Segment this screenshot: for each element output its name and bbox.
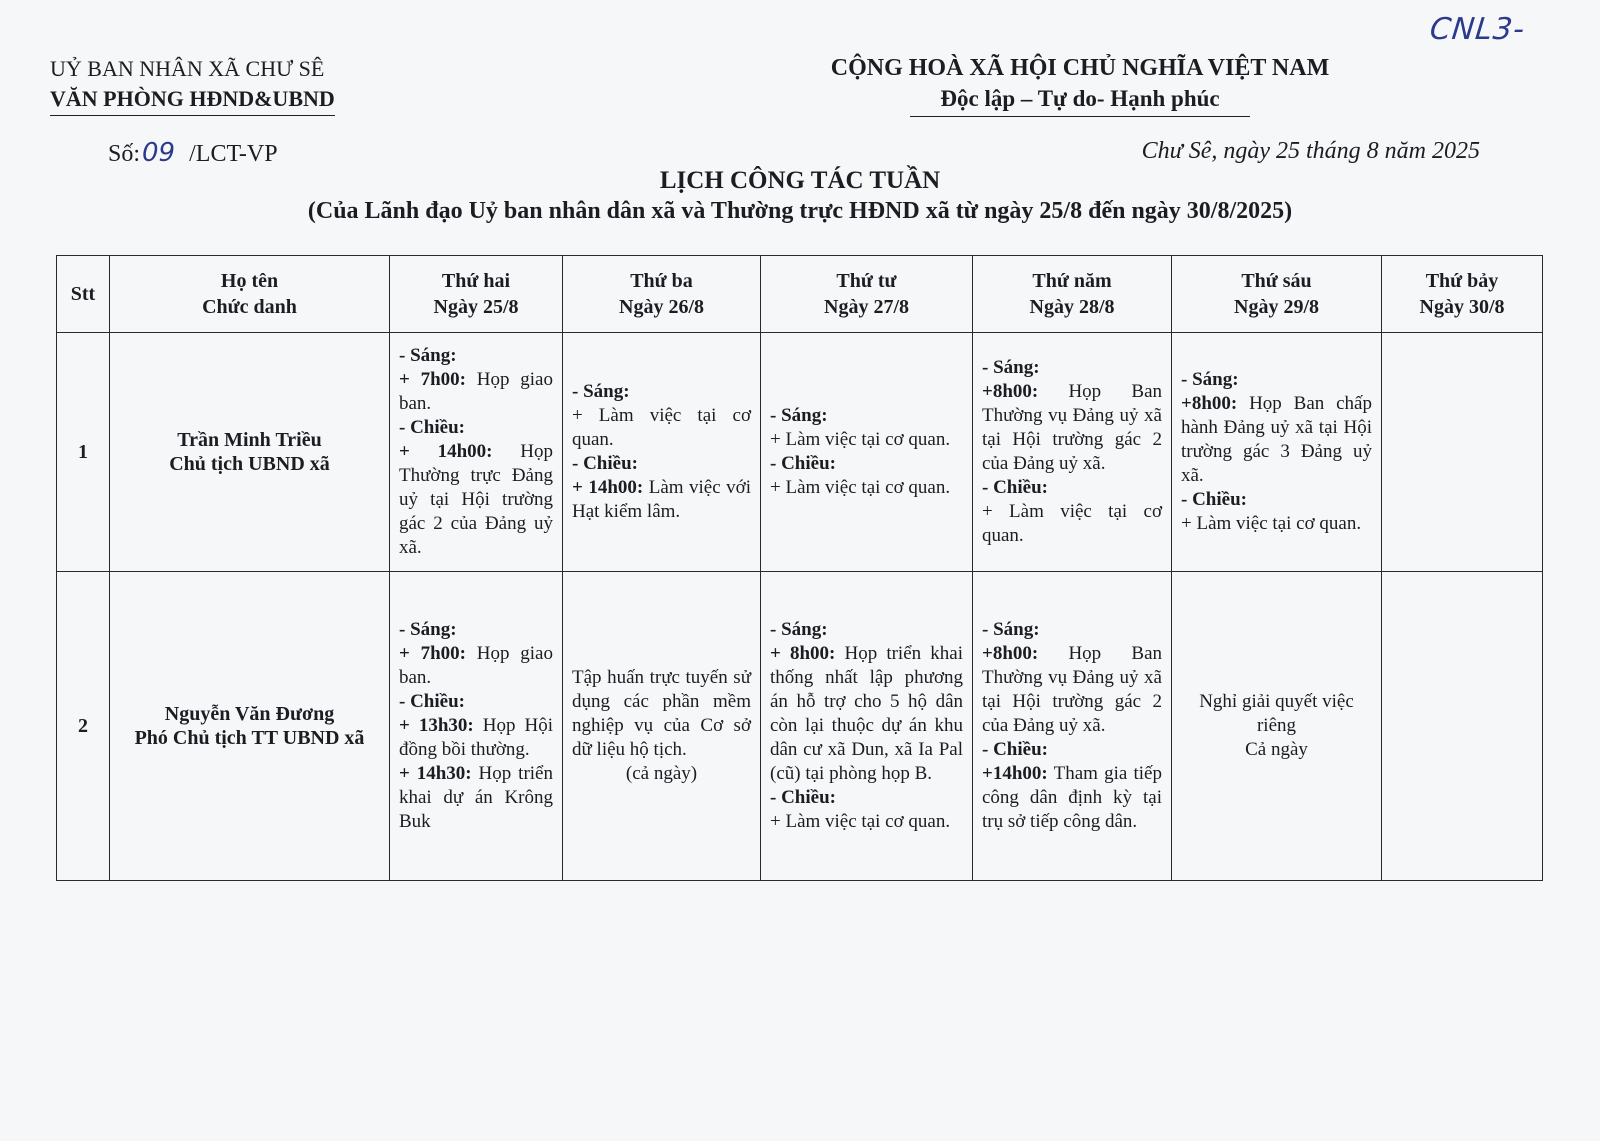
cell-monday: - Sáng: + 7h00: Họp giao ban. - Chiều: + 14h00: Họp Thường trực Đảng uỷ tại Hội trường gác 2 của Đảng uỷ xã. [390,333,563,572]
header-thursday: Thứ năm Ngày 28/8 [973,256,1172,333]
cell-saturday [1382,333,1543,572]
cell-tuesday: - Sáng: + Làm việc tại cơ quan. - Chiều: + 14h00: Làm việc với Hạt kiểm lâm. [563,333,761,572]
cell-monday: - Sáng: + 7h00: Họp giao ban. - Chiều: + 13h30: Họp Hội đồng bồi thường. + 14h30: Họp triển khai dự án Krông Buk [390,572,563,881]
document-title: LỊCH CÔNG TÁC TUẦN [659,167,941,194]
header-stt: Stt [57,256,110,333]
header-wednesday: Thứ tư Ngày 27/8 [761,256,973,333]
table-row [57,333,1543,572]
cell-tuesday: Tập huấn trực tuyến sử dụng các phần mềm nghiệp vụ của Cơ sở dữ liệu hộ tịch. (cả ngày) [563,572,761,881]
person-name: Trần Minh Triều [177,429,322,451]
header-monday: Thứ hai Ngày 25/8 [390,256,563,333]
row-stt: 1 [57,333,110,572]
table-header-row [57,256,1543,333]
national-motto [800,52,1360,117]
header-name: Họ tên Chức danh [110,256,390,333]
document-number [108,138,278,168]
header-tuesday: Thứ ba Ngày 26/8 [563,256,761,333]
cell-wednesday: - Sáng: + 8h00: Họp triển khai thống nhất lập phương án hỗ trợ cho 5 hộ dân còn lại thuộc dự án khu dân cư xã Dun, xã Ia Pal (cũ) tại phòng họp B. - Chiều: + Làm việc tại cơ quan. [761,572,973,881]
org-line-1: UỶ BAN NHÂN XÃ CHƯ SÊ [50,56,325,81]
nation-line-1: CỘNG HOÀ XÃ HỘI CHỦ NGHĨA VIỆT NAM [830,55,1330,81]
cell-thursday: - Sáng: +8h00: Họp Ban Thường vụ Đảng uỷ xã tại Hội trường gác 2 của Đảng uỷ xã. - Chiều: + Làm việc tại cơ quan. [973,333,1172,572]
cell-thursday: - Sáng: +8h00: Họp Ban Thường vụ Đảng uỷ xã tại Hội trường gác 2 của Đảng uỷ xã. - Chiều: +14h00: Tham gia tiếp công dân định kỳ tại trụ sở tiếp công dân. [973,572,1172,881]
nation-line-2: Độc lập – Tự do- Hạnh phúc [910,84,1249,117]
cell-friday: - Sáng: +8h00: Họp Ban chấp hành Đảng uỷ xã tại Hội trường gác 3 Đảng uỷ xã. - Chiều: + Làm việc tại cơ quan. [1172,333,1382,572]
doc-no-suffix: /LCT-VP [189,141,278,167]
weekly-schedule-table [56,255,1543,881]
table-row [57,572,1543,881]
doc-no-handwritten: 09 [142,138,176,168]
cell-saturday [1382,572,1543,881]
row-stt: 2 [57,572,110,881]
cell-wednesday: - Sáng: + Làm việc tại cơ quan. - Chiều: + Làm việc tại cơ quan. [761,333,973,572]
issuing-organization [50,54,390,116]
header-saturday: Thứ bảy Ngày 30/8 [1382,256,1543,333]
header-friday: Thứ sáu Ngày 29/8 [1172,256,1382,333]
cell-friday: Nghỉ giải quyết việc riêng Cả ngày [1172,572,1382,881]
row-person [110,572,390,881]
place-date: Chư Sê, ngày 25 tháng 8 năm 2025 [1141,138,1480,164]
document-subtitle: (Của Lãnh đạo Uỷ ban nhân dân xã và Thường trực HĐND xã từ ngày 25/8 đến ngày 30/8/2025) [307,198,1293,224]
person-title: Chủ tịch UBND xã [169,453,330,475]
org-line-2: VĂN PHÒNG HĐND&UBND [50,84,335,116]
person-title: Phó Chủ tịch TT UBND xã [134,727,365,749]
row-person [110,333,390,572]
doc-no-prefix: Số: [108,141,141,167]
person-name: Nguyễn Văn Đương [164,703,335,725]
handwritten-mark: CNL3- [1428,12,1527,47]
